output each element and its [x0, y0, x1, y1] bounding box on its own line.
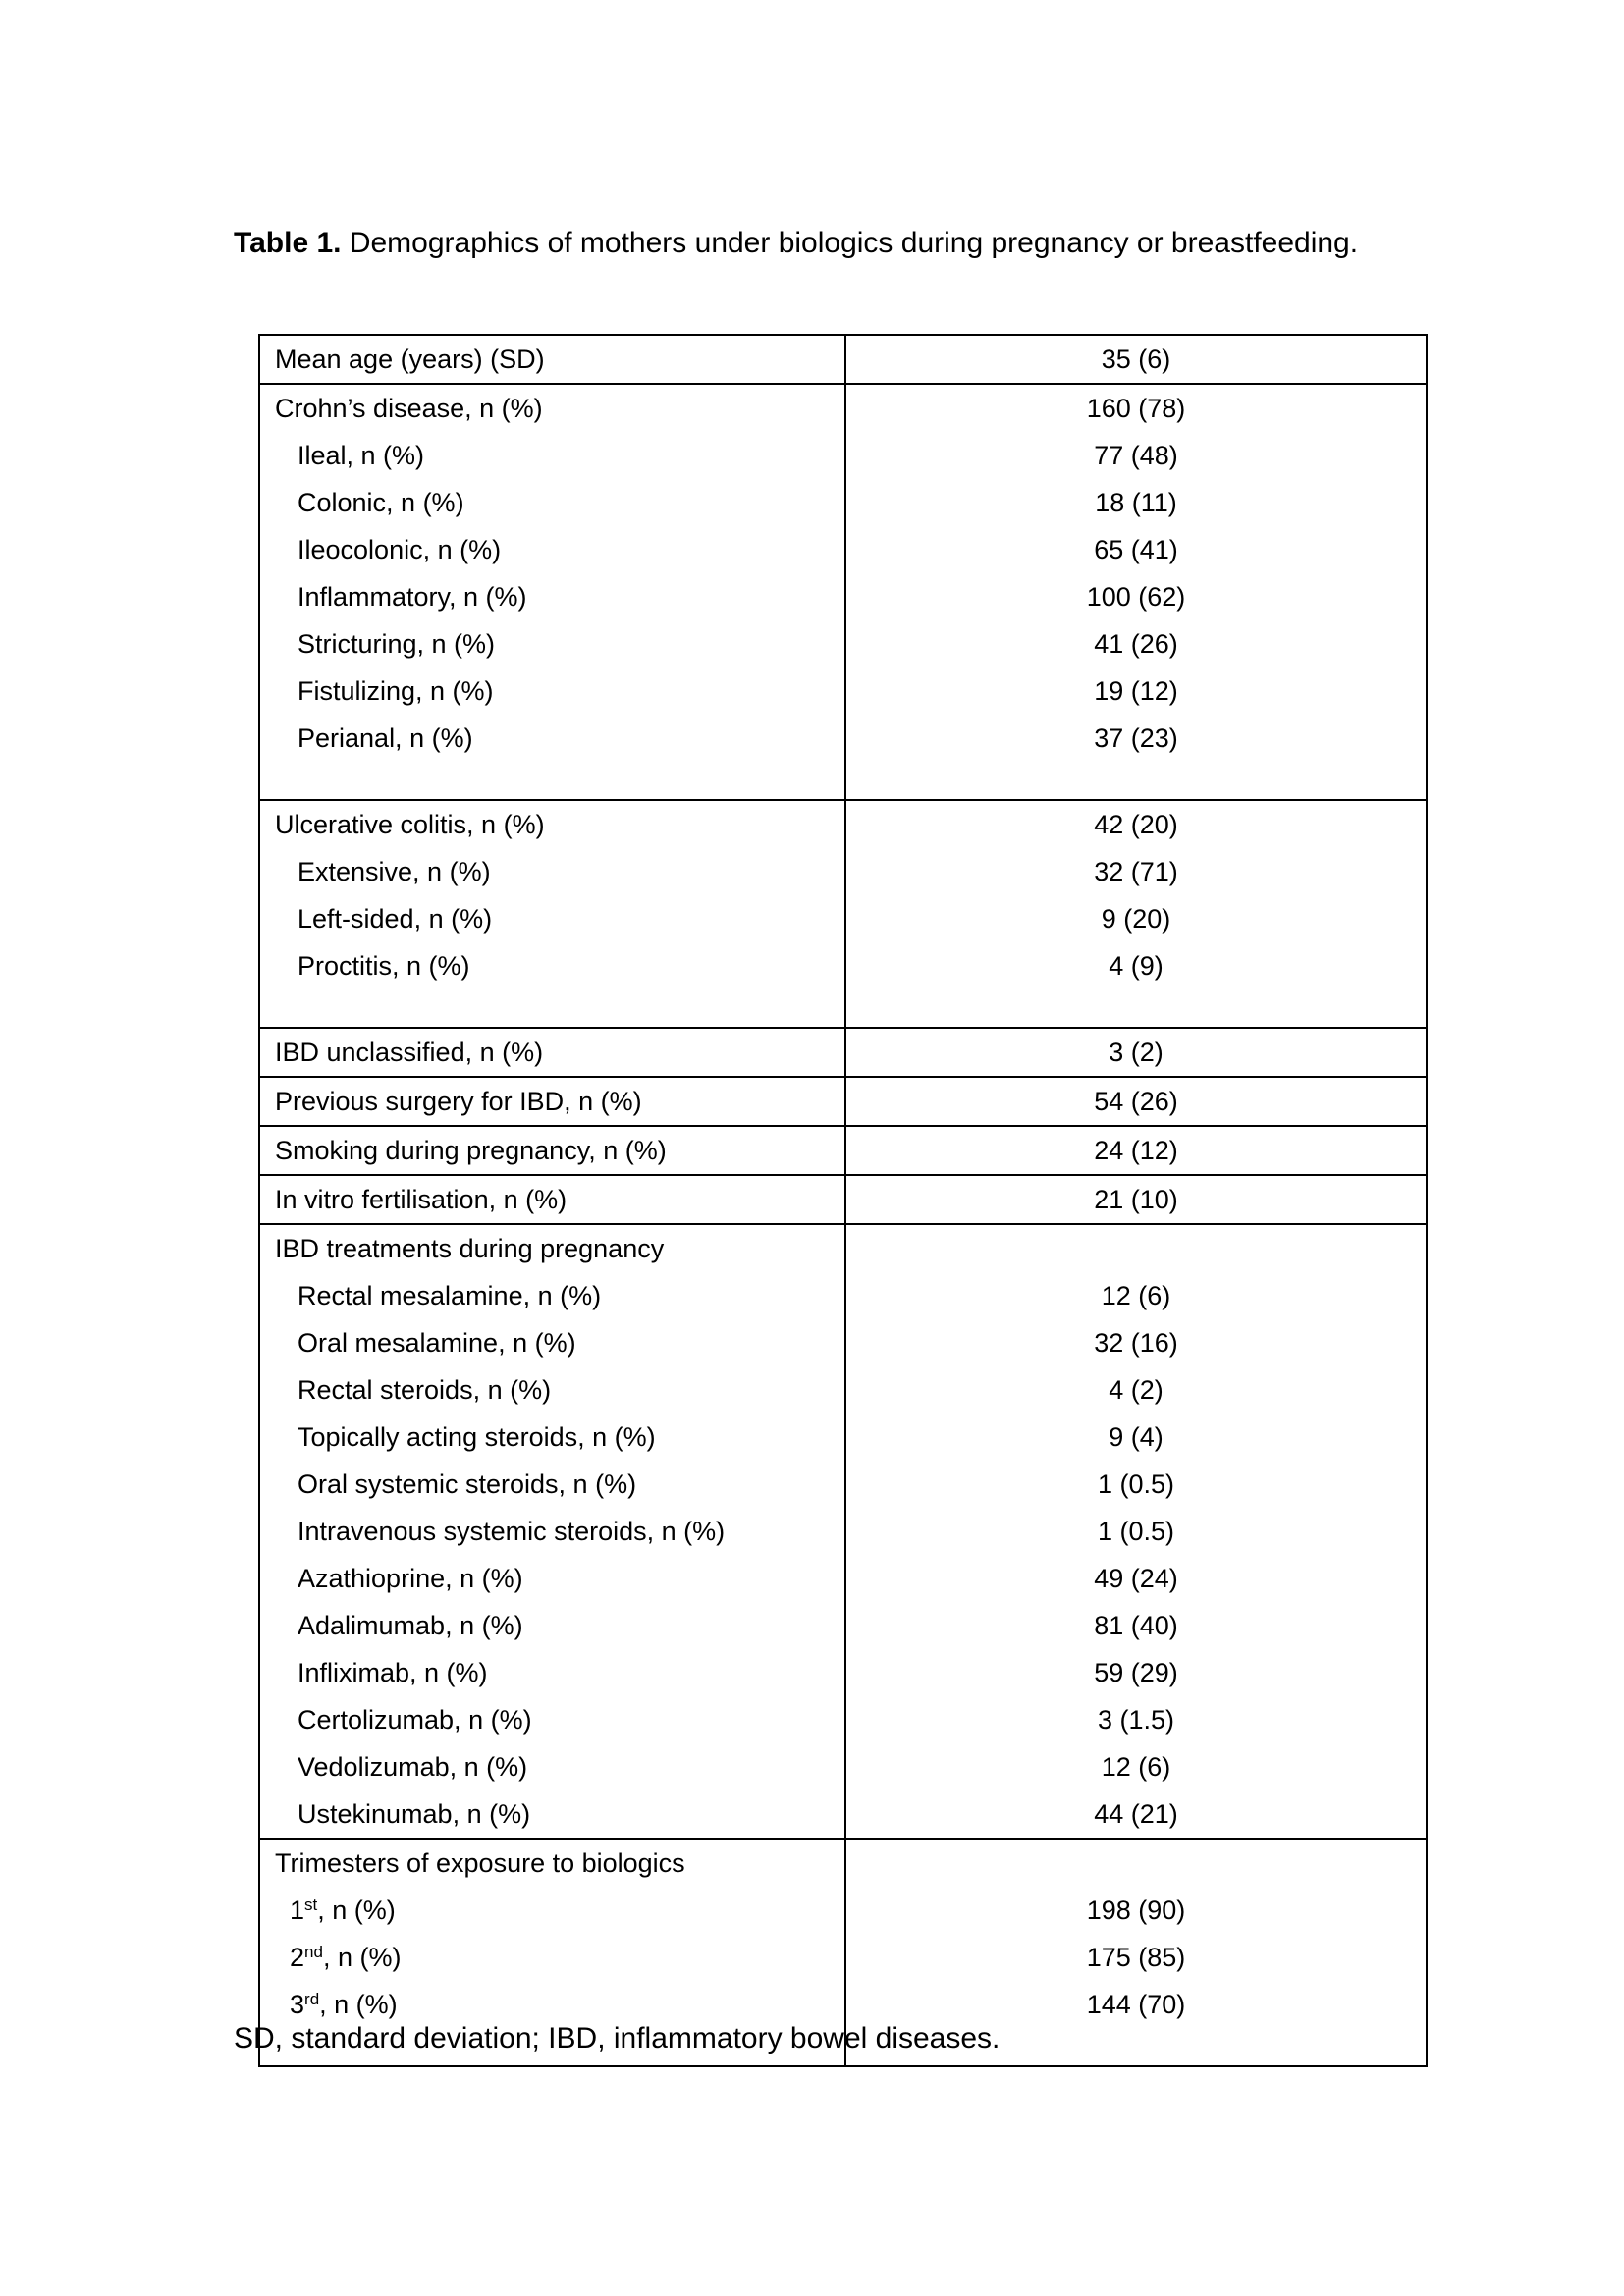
- table-footnote: SD, standard deviation; IBD, inflammatory bowel diseases.: [234, 2022, 1001, 2055]
- label-cell: [259, 335, 845, 384]
- value-cell: [845, 800, 1427, 1028]
- row-label: In vitro fertilisation, n (%): [275, 1185, 568, 1214]
- table-caption: [234, 224, 1358, 263]
- row-label: Stricturing, n (%): [298, 629, 496, 659]
- label-cell: [259, 800, 845, 1028]
- row-value: 1 (0.5): [1097, 1517, 1175, 1546]
- row-label: Extensive, n (%): [298, 857, 491, 886]
- row-label: Previous surgery for IBD, n (%): [275, 1087, 642, 1116]
- row-value-empty: [846, 1840, 1426, 1887]
- row-label: Infliximab, n (%): [298, 1658, 488, 1687]
- label-cell: [259, 384, 845, 800]
- table-row: [259, 1175, 1427, 1224]
- row-label: Adalimumab, n (%): [298, 1611, 523, 1640]
- row-spacer: [846, 762, 1426, 799]
- row-spacer: [260, 762, 844, 799]
- label-cell: [259, 1224, 845, 1839]
- row-label: Topically acting steroids, n (%): [298, 1422, 656, 1452]
- row-value: 3 (1.5): [1097, 1705, 1175, 1735]
- row-value: 21 (10): [1094, 1185, 1178, 1214]
- row-spacer: [846, 989, 1426, 1027]
- table-row: [259, 335, 1427, 384]
- row-value: 144 (70): [1086, 1990, 1186, 2019]
- row-value: 175 (85): [1086, 1943, 1186, 1972]
- row-value: 42 (20): [1094, 810, 1178, 839]
- row-value: 32 (71): [1094, 857, 1178, 886]
- label-cell: [259, 1077, 845, 1126]
- row-value: 59 (29): [1094, 1658, 1178, 1687]
- value-cell: [845, 335, 1427, 384]
- row-label: Colonic, n (%): [298, 488, 464, 517]
- row-value: 81 (40): [1094, 1611, 1178, 1640]
- row-label: Ileal, n (%): [298, 441, 425, 470]
- row-label: Trimesters of exposure to biologics: [275, 1848, 685, 1878]
- trimester-rest: , n (%): [319, 1990, 398, 2019]
- row-label: Left-sided, n (%): [298, 904, 493, 934]
- row-label: IBD treatments during pregnancy: [275, 1234, 665, 1263]
- row-value: 19 (12): [1094, 676, 1178, 706]
- row-label: Ulcerative colitis, n (%): [275, 810, 545, 839]
- row-label: Smoking during pregnancy, n (%): [275, 1136, 667, 1165]
- row-label: Perianal, n (%): [298, 723, 473, 753]
- value-cell: [845, 1224, 1427, 1839]
- row-value: 49 (24): [1094, 1564, 1178, 1593]
- row-value: 35 (6): [1101, 345, 1171, 374]
- demographics-table: [258, 334, 1428, 2067]
- value-cell: [845, 1028, 1427, 1077]
- row-value: 32 (16): [1094, 1328, 1178, 1358]
- label-cell: [259, 1028, 845, 1077]
- table-row: [259, 1028, 1427, 1077]
- row-label: Rectal steroids, n (%): [298, 1375, 552, 1405]
- table-row: [259, 1224, 1427, 1839]
- row-spacer: [260, 989, 844, 1027]
- row-value: 100 (62): [1086, 582, 1186, 612]
- ordinal-suffix: st: [304, 1896, 318, 1914]
- row-value: 24 (12): [1094, 1136, 1178, 1165]
- value-cell: [845, 1126, 1427, 1175]
- trimester-rest: , n (%): [322, 1943, 402, 1972]
- trimester-number: 3: [290, 1990, 305, 2019]
- row-label: Ileocolonic, n (%): [298, 535, 502, 564]
- row-label: Rectal mesalamine, n (%): [298, 1281, 602, 1310]
- row-label: Intravenous systemic steroids, n (%): [298, 1517, 726, 1546]
- value-cell: [845, 384, 1427, 800]
- row-value: 41 (26): [1094, 629, 1178, 659]
- label-cell: [259, 1175, 845, 1224]
- row-value: 9 (4): [1109, 1422, 1164, 1452]
- row-label: [260, 1887, 844, 1934]
- row-value: 9 (20): [1101, 904, 1171, 934]
- ordinal-suffix: rd: [304, 1990, 320, 2008]
- row-label: Mean age (years) (SD): [275, 345, 545, 374]
- row-value: 3 (2): [1109, 1038, 1164, 1067]
- trimester-number: 2: [290, 1943, 305, 1972]
- row-value: 18 (11): [1095, 488, 1177, 517]
- row-value: 4 (9): [1109, 951, 1164, 981]
- row-label: Proctitis, n (%): [298, 951, 470, 981]
- table-row: [259, 1077, 1427, 1126]
- ordinal-suffix: nd: [304, 1943, 323, 1961]
- row-label: [260, 1934, 844, 1981]
- table-row: [259, 800, 1427, 1028]
- table-row: [259, 1126, 1427, 1175]
- label-cell: [259, 1126, 845, 1175]
- row-value: 44 (21): [1094, 1799, 1178, 1829]
- row-label: Vedolizumab, n (%): [298, 1752, 528, 1782]
- caption-label: Table 1.: [234, 227, 342, 259]
- table-row: [259, 384, 1427, 800]
- row-label: IBD unclassified, n (%): [275, 1038, 544, 1067]
- row-value: 77 (48): [1094, 441, 1178, 470]
- row-label: Inflammatory, n (%): [298, 582, 527, 612]
- row-label: Oral systemic steroids, n (%): [298, 1469, 637, 1499]
- row-value: 1 (0.5): [1097, 1469, 1175, 1499]
- value-cell: [845, 1175, 1427, 1224]
- row-value: 54 (26): [1094, 1087, 1178, 1116]
- row-label: Oral mesalamine, n (%): [298, 1328, 576, 1358]
- value-cell: [845, 1077, 1427, 1126]
- row-value: 160 (78): [1086, 394, 1186, 423]
- row-label: Ustekinumab, n (%): [298, 1799, 531, 1829]
- row-label: Certolizumab, n (%): [298, 1705, 532, 1735]
- caption-text: Demographics of mothers under biologics during pregnancy or breastfeeding.: [341, 227, 1359, 259]
- row-value: 12 (6): [1101, 1752, 1171, 1782]
- row-label: Crohn’s disease, n (%): [275, 394, 543, 423]
- row-label: Azathioprine, n (%): [298, 1564, 523, 1593]
- row-value: 65 (41): [1094, 535, 1178, 564]
- row-label: Fistulizing, n (%): [298, 676, 494, 706]
- trimester-rest: , n (%): [317, 1896, 396, 1925]
- row-value: 37 (23): [1094, 723, 1178, 753]
- row-value: 4 (2): [1109, 1375, 1164, 1405]
- row-value: 12 (6): [1101, 1281, 1171, 1310]
- row-value-empty: [846, 1225, 1426, 1272]
- trimester-number: 1: [290, 1896, 305, 1925]
- row-value: 198 (90): [1086, 1896, 1186, 1925]
